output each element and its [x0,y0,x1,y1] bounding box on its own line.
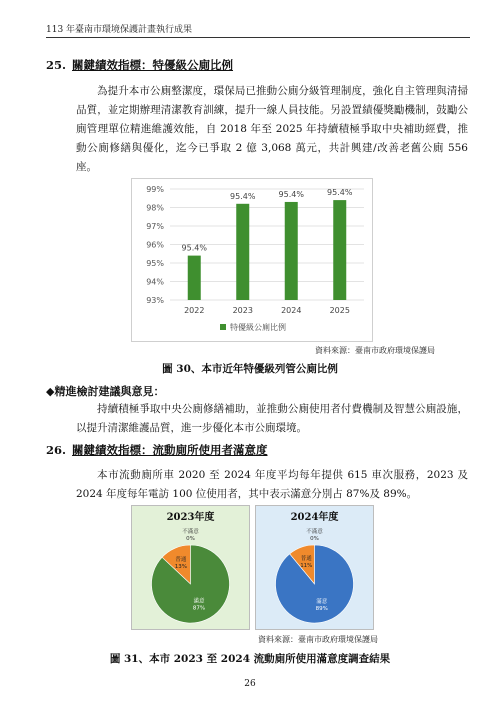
y-tick-label: 97% [146,222,164,231]
bar-data-label: 95.4% [327,188,353,198]
bar-chart-frame [131,178,373,342]
y-tick-label: 98% [146,203,164,213]
legend-swatch [220,324,226,330]
pie-title: 2024年度 [290,512,339,523]
y-tick-label: 99% [146,185,164,194]
section-26-number: 26. [46,443,67,457]
running-header: 113 年臺南市環境保護計畫執行成果 [46,25,193,35]
bar-data-label: 95.4% [181,243,207,253]
y-tick-label: 93% [146,296,164,305]
y-tick-label: 94% [146,277,164,287]
section-26-heading [46,442,268,458]
x-tick-label: 2023 [232,306,253,315]
review-paragraph [76,400,468,438]
bar [285,202,298,300]
x-tick-label: 2025 [329,306,350,315]
pie-slice-value: 13% [174,563,188,570]
figure-30-caption: 圖 30、本市近年特優級列管公廁比例 [162,363,338,375]
y-tick-label: 95% [146,259,164,268]
figure-30-source: 資料來源：臺南市政府環境保護局 [315,346,435,355]
pie-slice [276,545,354,623]
pie-chart-2024 [256,506,373,629]
pie-chart-2023-frame [131,505,250,630]
pie-slice-label: 普通 [300,556,312,563]
bar [333,200,346,300]
bar-data-label: 95.4% [278,189,304,199]
bar-chart [132,179,372,341]
pie-slice-label: 滿意 [193,598,205,605]
section-25-heading [46,57,233,73]
pie-slice-value: 0% [186,536,195,542]
bar-data-label: 95.4% [230,191,256,201]
header-rule [46,37,470,38]
pie-slice-value: 0% [310,536,319,542]
section-26-paragraph [76,466,468,504]
review-heading: ◆精進檢討建議與意見： [46,385,165,398]
section-26-title: 關鍵績效指標：流動廁所使用者滿意度 [72,443,268,457]
pie-title: 2023年度 [166,512,215,523]
pie-slice-label: 不滿意 [182,529,199,535]
figure-31-source: 資料來源：臺南市政府環境保護局 [258,635,378,644]
bar [236,204,249,300]
pie-chart-2024-frame [255,505,374,630]
bar [188,256,201,300]
section-25-text: 為提升本市公廁整潔度，環保局已推動公廁分級管理制度，強化自主管理與清掃品質，並定期辦理清潔教育訓練，提升一線人員技能。另設置績優獎勵機制，鼓勵公廁管理單位精進維護效能，自 2018 年至 2025 年持續積極爭取中央補助經費，推動公廁修繕與優化，迄今已爭取 2 億 3,068 萬元，共計興建/改善老舊公廁 556 座。 [76,85,468,173]
figure-31-caption: 圖 31、本市 2023 至 2024 流動廁所使用滿意度調查結果 [109,653,391,665]
pie-slice-value: 11% [300,563,313,570]
section-26-text: 本市流動廁所車 2020 至 2024 年度平均每年提供 615 車次服務，2023 及 2024 年度每年電訪 100 位使用者，其中表示滿意分別占 87%及 89%。 [76,469,468,500]
y-tick-label: 96% [146,240,164,250]
pie-slice-value: 89% [315,606,328,613]
page-number: 26 [244,679,256,689]
legend-label: 特優級公廁比例 [230,323,286,332]
pie-slice-label: 普通 [175,556,187,563]
x-tick-label: 2024 [281,306,302,315]
section-25-number: 25. [46,58,67,72]
pie-slice-label: 不滿意 [306,529,323,535]
section-25-paragraph [76,82,468,177]
review-text: 持續積極爭取中央公廁修繕補助，並推動公廁使用者付費機制及智慧公廁設施，以提升清潔維護品質，進一步優化本市公廁環境。 [76,403,468,434]
section-25-title: 關鍵績效指標：特優級公廁比例 [72,58,234,72]
x-tick-label: 2022 [184,306,205,315]
pie-slice-label: 滿意 [316,599,328,606]
pie-slice-value: 87% [192,605,206,612]
pie-chart-2023 [132,506,249,629]
